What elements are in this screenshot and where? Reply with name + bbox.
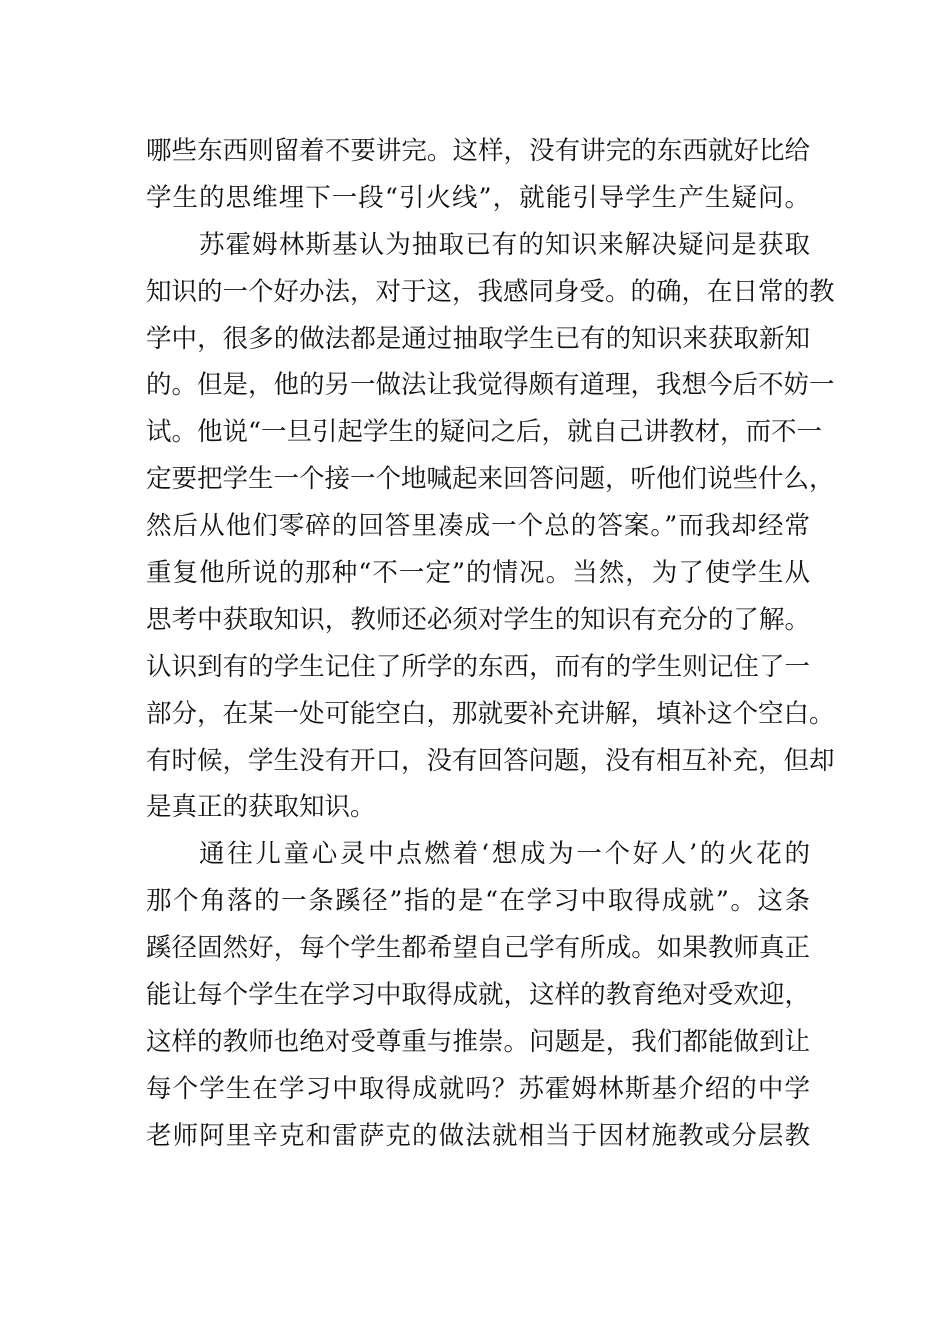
- text-line: 每个学生在学习中取得成就吗？苏霍姆林斯基介绍的中学: [146, 1073, 810, 1104]
- text-line: 老师阿里辛克和雷萨克的做法就相当于因材施教或分层教: [146, 1120, 810, 1151]
- text-line: 哪些东西则留着不要讲完。这样，没有讲完的东西就好比给: [146, 136, 810, 166]
- text-line: 蹊径固然好，每个学生都希望自己学有所成。如果教师真正: [146, 933, 810, 964]
- text-line: 认识到有的学生记住了所学的东西，而有的学生则记住了一: [146, 651, 810, 682]
- text-line: 这样的教师也绝对受尊重与推崇。问题是，我们都能做到让: [146, 1026, 810, 1057]
- text-line: 试。他说“一旦引起学生的疑问之后，就自己讲教材，而不一: [146, 417, 823, 448]
- text-line: 知识的一个好办法，对于这，我感同身受。的确，在日常的教: [146, 276, 835, 307]
- paragraph-first-line: 苏霍姆林斯基认为抽取已有的知识来解决疑问是获取: [199, 229, 810, 260]
- body-text: [146, 128, 835, 1160]
- text-line: 学中，很多的做法都是通过抽取学生已有的知识来获取新知: [146, 323, 810, 354]
- text-line: 那个角落的一条蹊径”指的是“在学习中取得成就”。这条: [146, 886, 810, 917]
- text-line: 有时候，学生没有开口，没有回答问题，没有相互补充，但却: [146, 745, 835, 776]
- text-line: 思考中获取知识，教师还必须对学生的知识有充分的了解。: [146, 604, 810, 635]
- text-line: 定要把学生一个接一个地喊起来回答问题，听他们说些什么，: [146, 464, 835, 495]
- text-line: 重复他所说的那种“不一定”的情况。当然，为了使学生从: [146, 558, 810, 589]
- text-line: 部分，在某一处可能空白，那就要补充讲解，填补这个空白。: [146, 698, 835, 729]
- text-line: 能让每个学生在学习中取得成就，这样的教育绝对受欢迎，: [146, 980, 810, 1011]
- text-line: 然后从他们零碎的回答里凑成一个总的答案。”而我却经常: [146, 511, 810, 542]
- text-line: 的。但是，他的另一做法让我觉得颇有道理，我想今后不妨一: [146, 370, 835, 401]
- paragraph-first-line: 通往儿童心灵中点燃着‘想成为一个好人’的火花的: [199, 839, 810, 870]
- text-line: 学生的思维埋下一段“引火线”，就能引导学生产生疑问。: [146, 182, 810, 213]
- paragraph-last-line: 是真正的获取知识。: [146, 792, 376, 823]
